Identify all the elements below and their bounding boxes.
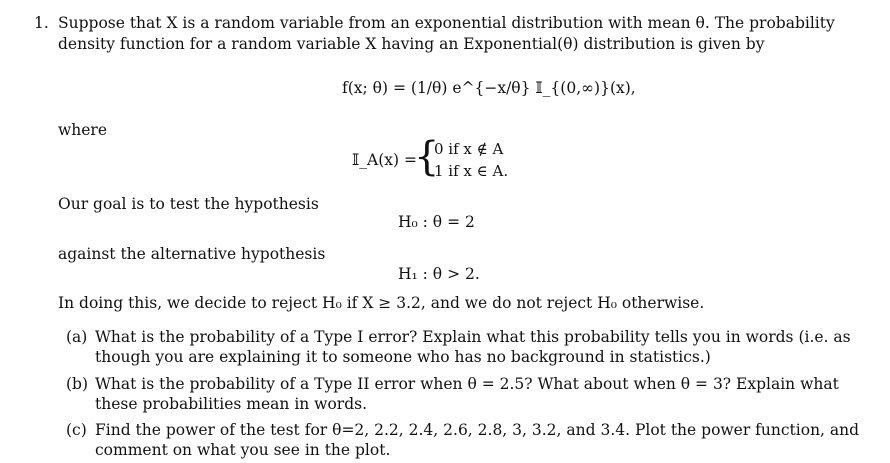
null-hypothesis: H₀ : θ = 2 (398, 213, 475, 231)
decision-rule: In doing this, we decide to reject H₀ if X ≥ 3.2, and we do not reject H₀ otherwise. (58, 294, 705, 312)
question-a-label: (a) (66, 328, 88, 346)
question-b-label: (b) (66, 375, 89, 393)
indicator-case-2: 1 if x ∈ A. (434, 162, 509, 180)
intro-line-2: density function for a random variable X having an Exponential(θ) distribution is given by (58, 35, 765, 53)
pdf-formula: f(x; θ) = (1/θ) e^{−x/θ} 𝕀_{(0,∞)}(x), (342, 79, 636, 97)
question-c-line-2: comment on what you see in the plot. (95, 441, 391, 459)
problem-number: 1. (34, 14, 49, 32)
question-c-label: (c) (66, 421, 87, 439)
alt-hypothesis: H₁ : θ > 2. (398, 265, 480, 283)
indicator-case-1: 0 if x ∉ A (434, 140, 504, 158)
indicator-lhs: 𝕀_A(x) = (352, 151, 417, 169)
question-a-line-2: though you are explaining it to someone who has no background in statistics.) (95, 348, 711, 366)
question-b-line-1: What is the probability of a Type II error when θ = 2.5? What about when θ = 3? Explain what (95, 375, 839, 393)
intro-line-1: Suppose that X is a random variable from an exponential distribution with mean θ. The probability (58, 14, 835, 32)
where-label: where (58, 121, 108, 139)
question-a-line-1: What is the probability of a Type I error? Explain what this probability tells you in words (i.e. as (95, 328, 851, 346)
goal-text: Our goal is to test the hypothesis (58, 195, 319, 213)
against-text: against the alternative hypothesis (58, 245, 326, 263)
question-b-line-2: these probabilities mean in words. (95, 395, 367, 413)
indicator-brace: { (414, 134, 440, 180)
question-c-line-1: Find the power of the test for θ=2, 2.2, 2.4, 2.6, 2.8, 3, 3.2, and 3.4. Plot the power function, and (95, 421, 860, 439)
